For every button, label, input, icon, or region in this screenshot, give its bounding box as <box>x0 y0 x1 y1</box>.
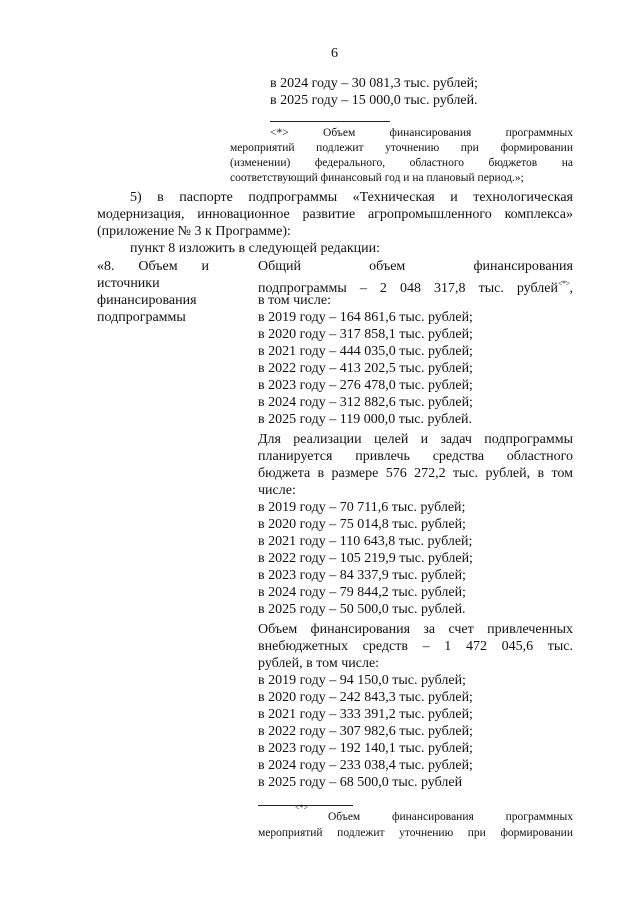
year-line: в 2019 году – 94 150,0 тыс. рублей; <box>258 673 466 688</box>
table-left-line: источники <box>97 276 160 291</box>
year-line: в 2025 году – 68 500,0 тыс. рублей <box>258 775 463 790</box>
table-right-line: в том числе: <box>258 293 331 308</box>
year-line: в 2024 году – 233 038,4 тыс. рублей; <box>258 758 473 773</box>
table-right-line: планируется привлечь средства областного <box>258 449 573 464</box>
table-left-line: подпрограммы <box>97 310 186 325</box>
year-line: в 2022 году – 307 982,6 тыс. рублей; <box>258 724 473 739</box>
footnote-line: Объем финансирования программных <box>328 811 573 823</box>
year-line: в 2021 году – 333 391,2 тыс. рублей; <box>258 707 473 722</box>
table-right-line: числе: <box>258 483 296 498</box>
paragraph-line: 5) в паспорте подпрограммы «Техническая и технологическая <box>130 190 573 205</box>
footnote-line: (изменении) федерального, областного бюджетов на <box>230 157 573 169</box>
year-line: в 2024 году – 30 081,3 тыс. рублей; <box>270 76 478 91</box>
comma: , <box>569 281 573 296</box>
footnote-marker-sup: <*> <box>557 279 570 288</box>
year-line: в 2020 году – 242 843,3 тыс. рублей; <box>258 690 473 705</box>
table-right-line: Общий объем финансирования <box>258 259 573 274</box>
year-line: в 2019 году – 70 711,6 тыс. рублей; <box>258 500 466 515</box>
table-right-line: бюджета в размере 576 272,2 тыс. рублей, в том <box>258 466 573 481</box>
footnote-marker: <*> <box>295 803 309 812</box>
table-right-line: рублей, в том числе: <box>258 656 380 671</box>
footnote-line: соответствующий финансовый год и на плановый период.»; <box>230 172 524 184</box>
year-line: в 2024 году – 79 844,2 тыс. рублей; <box>258 585 466 600</box>
table-right-line: Объем финансирования за счет привлеченных <box>258 622 573 637</box>
footnote-line: мероприятий подлежит уточнению при формировании <box>230 142 573 154</box>
year-line: в 2025 году – 15 000,0 тыс. рублей. <box>270 93 478 108</box>
table-left-line: финансирования <box>97 293 197 308</box>
year-line: в 2021 году – 110 643,8 тыс. рублей; <box>258 534 473 549</box>
year-line: в 2025 году – 50 500,0 тыс. рублей. <box>258 602 466 617</box>
footnote-separator <box>270 121 390 122</box>
year-line: в 2020 году – 317 858,1 тыс. рублей; <box>258 327 473 342</box>
year-line: в 2019 году – 164 861,6 тыс. рублей; <box>258 310 473 325</box>
year-line: в 2020 году – 75 014,8 тыс. рублей; <box>258 517 466 532</box>
total-financing-text: подпрограммы – 2 048 317,8 тыс. рублей <box>258 281 558 296</box>
footnote-line: мероприятий подлежит уточнению при формировании <box>258 827 573 839</box>
page-number: 6 <box>331 46 338 61</box>
year-line: в 2022 году – 413 202,5 тыс. рублей; <box>258 361 473 376</box>
year-line: в 2021 году – 444 035,0 тыс. рублей; <box>258 344 473 359</box>
paragraph-line: модернизация, инновационное развитие агропромышленного комплекса» <box>97 207 573 222</box>
footnote-marker <box>558 281 573 296</box>
year-line: в 2023 году – 276 478,0 тыс. рублей; <box>258 378 473 393</box>
year-line: в 2023 году – 192 140,1 тыс. рублей; <box>258 741 473 756</box>
footnote-line: <*> Объем финансирования программных <box>270 127 573 139</box>
year-line: в 2022 году – 105 219,9 тыс. рублей; <box>258 551 473 566</box>
year-line: в 2023 году – 84 337,9 тыс. рублей; <box>258 568 466 583</box>
year-line: в 2024 году – 312 882,6 тыс. рублей; <box>258 395 473 410</box>
table-left-line: «8. Объем и <box>97 259 209 274</box>
table-right-line: Для реализации целей и задач подпрограммы <box>258 432 573 447</box>
paragraph-line: (приложение № 3 к Программе): <box>97 224 291 239</box>
paragraph-line: пункт 8 изложить в следующей редакции: <box>130 241 380 256</box>
year-line: в 2025 году – 119 000,0 тыс. рублей. <box>258 412 473 427</box>
table-right-line: внебюджетных средств – 1 472 045,6 тыс. <box>258 639 573 654</box>
